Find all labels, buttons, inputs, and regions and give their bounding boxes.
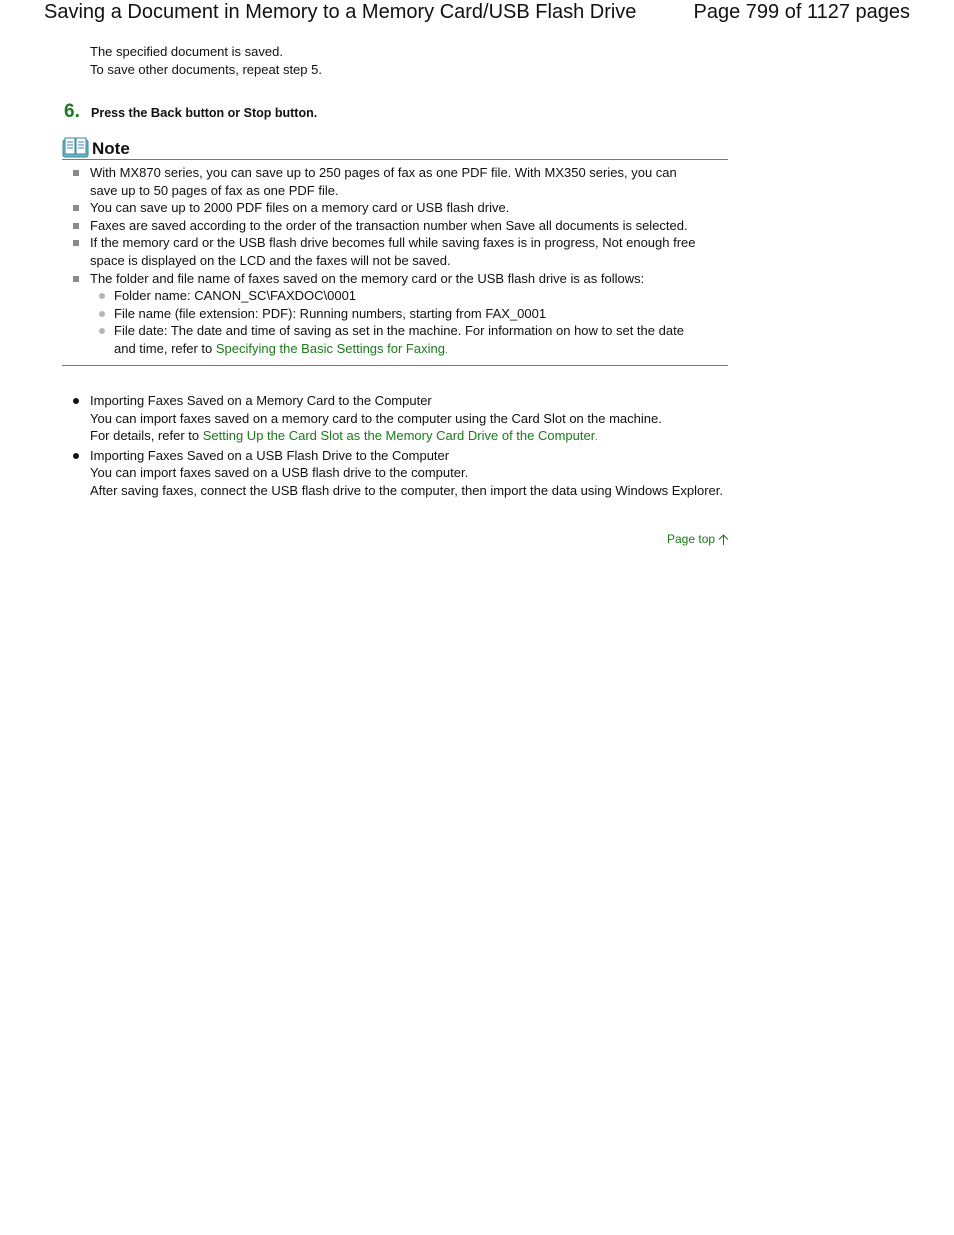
square-bullet-icon (73, 240, 79, 246)
circle-bullet-icon (99, 328, 105, 334)
link-trail: . (595, 432, 598, 443)
bullet-text: For details, refer to Setting Up the Card Slot as the Memory Card Drive of the Computer. (90, 428, 598, 444)
square-bullet-icon (73, 170, 79, 176)
note-item: You can save up to 2000 PDF files on a memory card or USB flash drive. (62, 199, 728, 217)
page-number-info: Page 799 of 1127 pages (693, 1, 910, 23)
note-item: With MX870 series, you can save up to 250 pages of fax as one PDF file. With MX350 series, you can save up to 50 pages of fax as one PDF file. (62, 164, 728, 199)
bullet-text: After saving faxes, connect the USB flash drive to the computer, then import the data using Windows Explorer. (90, 482, 723, 498)
step-text-a: Press the (91, 106, 151, 120)
note-sub-item: File date: The date and time of saving as set in the machine. For information on how to set the date and time, refer to Specifying the Basic Settings for Faxing. (90, 322, 700, 359)
note-sub-item: File name (file extension: PDF): Running numbers, starting from FAX_0001 (90, 305, 700, 323)
step-6 (64, 101, 317, 123)
step-text (91, 105, 317, 120)
page-top-link[interactable] (667, 532, 729, 546)
arrow-up-icon (718, 533, 729, 545)
bullet-text: You can import faxes saved on a USB flash drive to the computer. (90, 465, 469, 481)
square-bullet-icon (73, 205, 79, 211)
note-list (62, 164, 728, 360)
intro-text (90, 43, 322, 78)
link-trail: . (444, 344, 448, 355)
card-slot-setup-link[interactable]: Setting Up the Card Slot as the Memory Card Drive of the Computer (202, 428, 596, 444)
bullet-title: Importing Faxes Saved on a Memory Card to the Computer (90, 393, 432, 408)
note-item: The folder and file name of faxes saved on the memory card or the USB flash drive is as follows: Folder name: CANON_SC\FAXDOC\0001 File name (file extension: PDF): Running numbers, starting from FAX_0001 File date: The date and time of saving as set in the machine. For information on how to set the date and time, refer to Specifying the Basic Settings for Faxing. (62, 270, 728, 360)
bullet-title: Importing Faxes Saved on a USB Flash Drive to the Computer (90, 447, 450, 463)
note-sub-list (90, 287, 700, 359)
step-text-back: Back (150, 105, 182, 120)
note-box (62, 134, 728, 366)
bullet-dot-icon (73, 398, 79, 404)
note-body (62, 160, 728, 366)
square-bullet-icon (73, 223, 79, 229)
intro-line-1: The specified document is saved. (90, 44, 283, 59)
page-title: Saving a Document in Memory to a Memory Card/USB Flash Drive (44, 1, 637, 23)
book-icon (62, 137, 89, 159)
circle-bullet-icon (99, 311, 105, 317)
bullet-text: You can import faxes saved on a memory card to the computer using the Card Slot on the machine. (90, 410, 662, 426)
note-item: If the memory card or the USB flash drive becomes full while saving faxes is in progress, Not enough free space is displayed on the LCD and the faxes will not be saved. (62, 234, 728, 269)
note-sub-item: Folder name: CANON_SC\FAXDOC\0001 (90, 287, 700, 305)
note-item: Faxes are saved according to the order of the transaction number when Save all documents is selected. (62, 217, 728, 235)
circle-bullet-icon (99, 293, 105, 299)
bullet-item-memory-card (62, 392, 734, 447)
step-text-c: button or Stop button. (181, 106, 318, 120)
bullet-item-usb-flash (62, 447, 734, 500)
basic-fax-settings-link[interactable]: Specifying the Basic Settings for Faxing (215, 340, 445, 356)
square-bullet-icon (73, 276, 79, 282)
bullet-dot-icon (73, 453, 79, 459)
note-title: Note (92, 139, 130, 158)
intro-line-2: To save other documents, repeat step 5. (90, 61, 322, 77)
step-number: 6. (64, 101, 80, 122)
info-bullet-list (62, 392, 734, 500)
note-header (62, 134, 728, 160)
page-top-label[interactable]: Page top (667, 532, 716, 546)
